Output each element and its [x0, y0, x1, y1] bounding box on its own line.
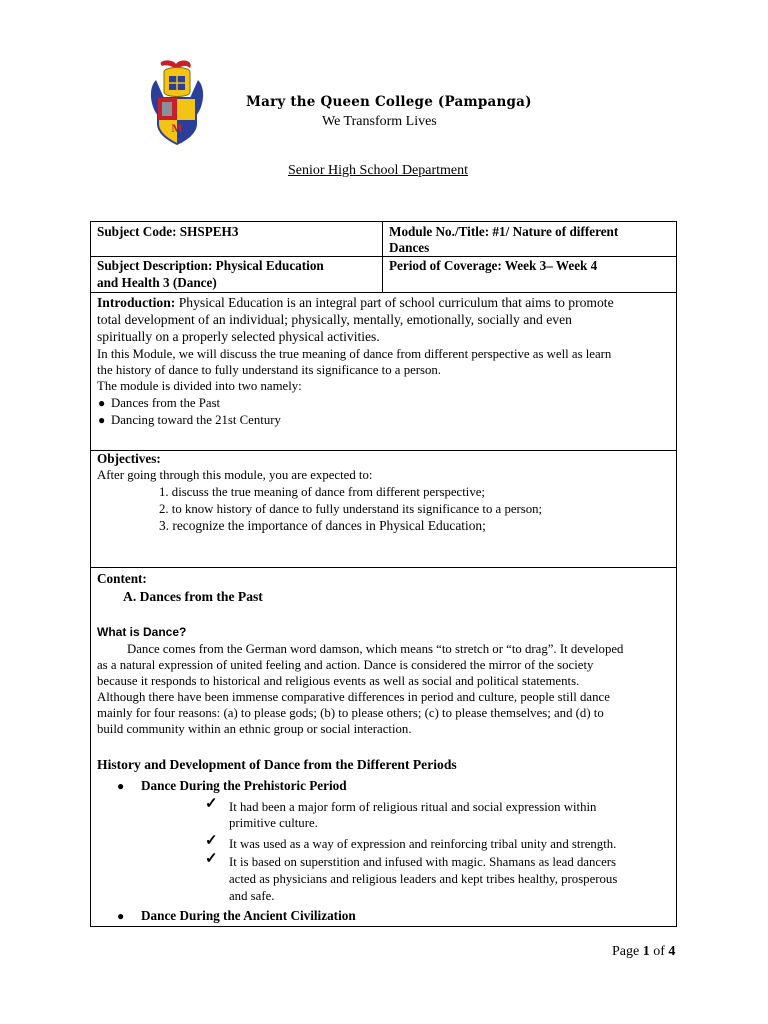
- column-divider: [382, 222, 383, 292]
- dance-paragraph-line5: mainly for four reasons: (a) to please gods; (b) to please others; (c) to please themselves; and (d) to: [97, 706, 604, 720]
- content-label: Content:: [97, 571, 147, 586]
- dance-paragraph-line4: Although there have been immense comparative differences in period and culture, people still dance: [97, 690, 610, 704]
- introduction-line1: [97, 295, 614, 312]
- objective-1: 1. discuss the true meaning of dance from different perspective;: [159, 485, 485, 499]
- period-of-coverage: Period of Coverage: Week 3– Week 4: [389, 258, 598, 273]
- objectives-intro: After going through this module, you are expected to:: [97, 468, 373, 482]
- dance-paragraph-line2: as a natural expression of united feeling and action. Dance is considered the mirror of the society: [97, 658, 594, 672]
- prehistoric-point-3-line3: and safe.: [229, 889, 275, 903]
- section-a-heading: A. Dances from the Past: [123, 589, 263, 604]
- introduction-line5: the history of dance to fully understand its significance to a person.: [97, 363, 442, 377]
- department-title: Senior High School Department: [288, 163, 469, 178]
- bullet-icon: ●: [98, 396, 106, 410]
- page-of: of: [649, 944, 669, 959]
- checkmark-icon: ✓: [205, 796, 218, 812]
- introduction-label: Introduction:: [97, 295, 176, 310]
- row-divider: [91, 450, 676, 451]
- prehistoric-point-3-line2: acted as physicians and religious leaders and kept tribes healthy, prosperous: [229, 872, 618, 886]
- introduction-line6: The module is divided into two namely:: [97, 379, 302, 393]
- college-name: Mary the Queen College (Pampanga): [246, 94, 532, 110]
- intro-bullet-1: Dances from the Past: [111, 396, 221, 410]
- introduction-line2: total development of an individual; physically, mentally, emotionally, socially and even: [97, 312, 572, 327]
- dance-paragraph-line3: because it responds to historical and religious events as well as social and political statements.: [97, 674, 580, 688]
- row-divider: [91, 256, 676, 257]
- introduction-line4: In this Module, we will discuss the true meaning of dance from different perspective as well as learn: [97, 347, 612, 361]
- objective-3: 3. recognize the importance of dances in Physical Education;: [159, 518, 486, 533]
- subject-code: Subject Code: SHSPEH3: [97, 224, 239, 239]
- page-total: 4: [668, 944, 676, 959]
- module-table: [90, 221, 677, 927]
- row-divider: [91, 292, 676, 293]
- row-divider: [91, 567, 676, 568]
- prehistoric-point-1-line1: It had been a major form of religious ritual and social expression within: [229, 800, 597, 814]
- bullet-icon: ●: [98, 413, 106, 427]
- ancient-heading: Dance During the Ancient Civilization: [141, 908, 356, 923]
- history-heading: History and Development of Dance from the Different Periods: [97, 757, 457, 772]
- page-number: [612, 944, 675, 960]
- college-crest-logo: [142, 58, 212, 148]
- module-title-line2: Dances: [389, 240, 430, 255]
- what-is-dance-heading: What is Dance?: [97, 625, 187, 639]
- subject-description-line1: Subject Description: Physical Education: [97, 258, 324, 273]
- prehistoric-heading: Dance During the Prehistoric Period: [141, 778, 347, 793]
- bullet-icon: ●: [117, 779, 125, 793]
- dance-paragraph-line6: build community within an ethnic group or social interaction.: [97, 722, 412, 736]
- introduction-line3: spiritually on a properly selected physical activities.: [97, 329, 380, 344]
- checkmark-icon: ✓: [205, 833, 218, 849]
- dance-paragraph-line1: Dance comes from the German word damson, which means “to stretch or “to drag”. It developed: [127, 642, 624, 656]
- page-prefix: Page: [612, 944, 643, 959]
- intro-bullet-2: Dancing toward the 21st Century: [111, 413, 281, 427]
- svg-text:M: M: [171, 121, 183, 135]
- college-motto: We Transform Lives: [322, 114, 437, 129]
- objective-2: 2. to know history of dance to fully understand its significance to a person;: [159, 502, 543, 516]
- objectives-label: Objectives:: [97, 451, 161, 466]
- bullet-icon: ●: [117, 909, 125, 923]
- subject-description-line2: and Health 3 (Dance): [97, 275, 217, 290]
- prehistoric-point-2: It was used as a way of expression and reinforcing tribal unity and strength.: [229, 837, 617, 851]
- prehistoric-point-1-line2: primitive culture.: [229, 816, 318, 830]
- introduction-text: Physical Education is an integral part of school curriculum that aims to promote: [175, 295, 614, 310]
- prehistoric-point-3-line1: It is based on superstition and infused with magic. Shamans as lead dancers: [229, 855, 617, 869]
- checkmark-icon: ✓: [205, 851, 218, 867]
- page-current: 1: [642, 944, 650, 959]
- module-title-line1: Module No./Title: #1/ Nature of different: [389, 224, 619, 239]
